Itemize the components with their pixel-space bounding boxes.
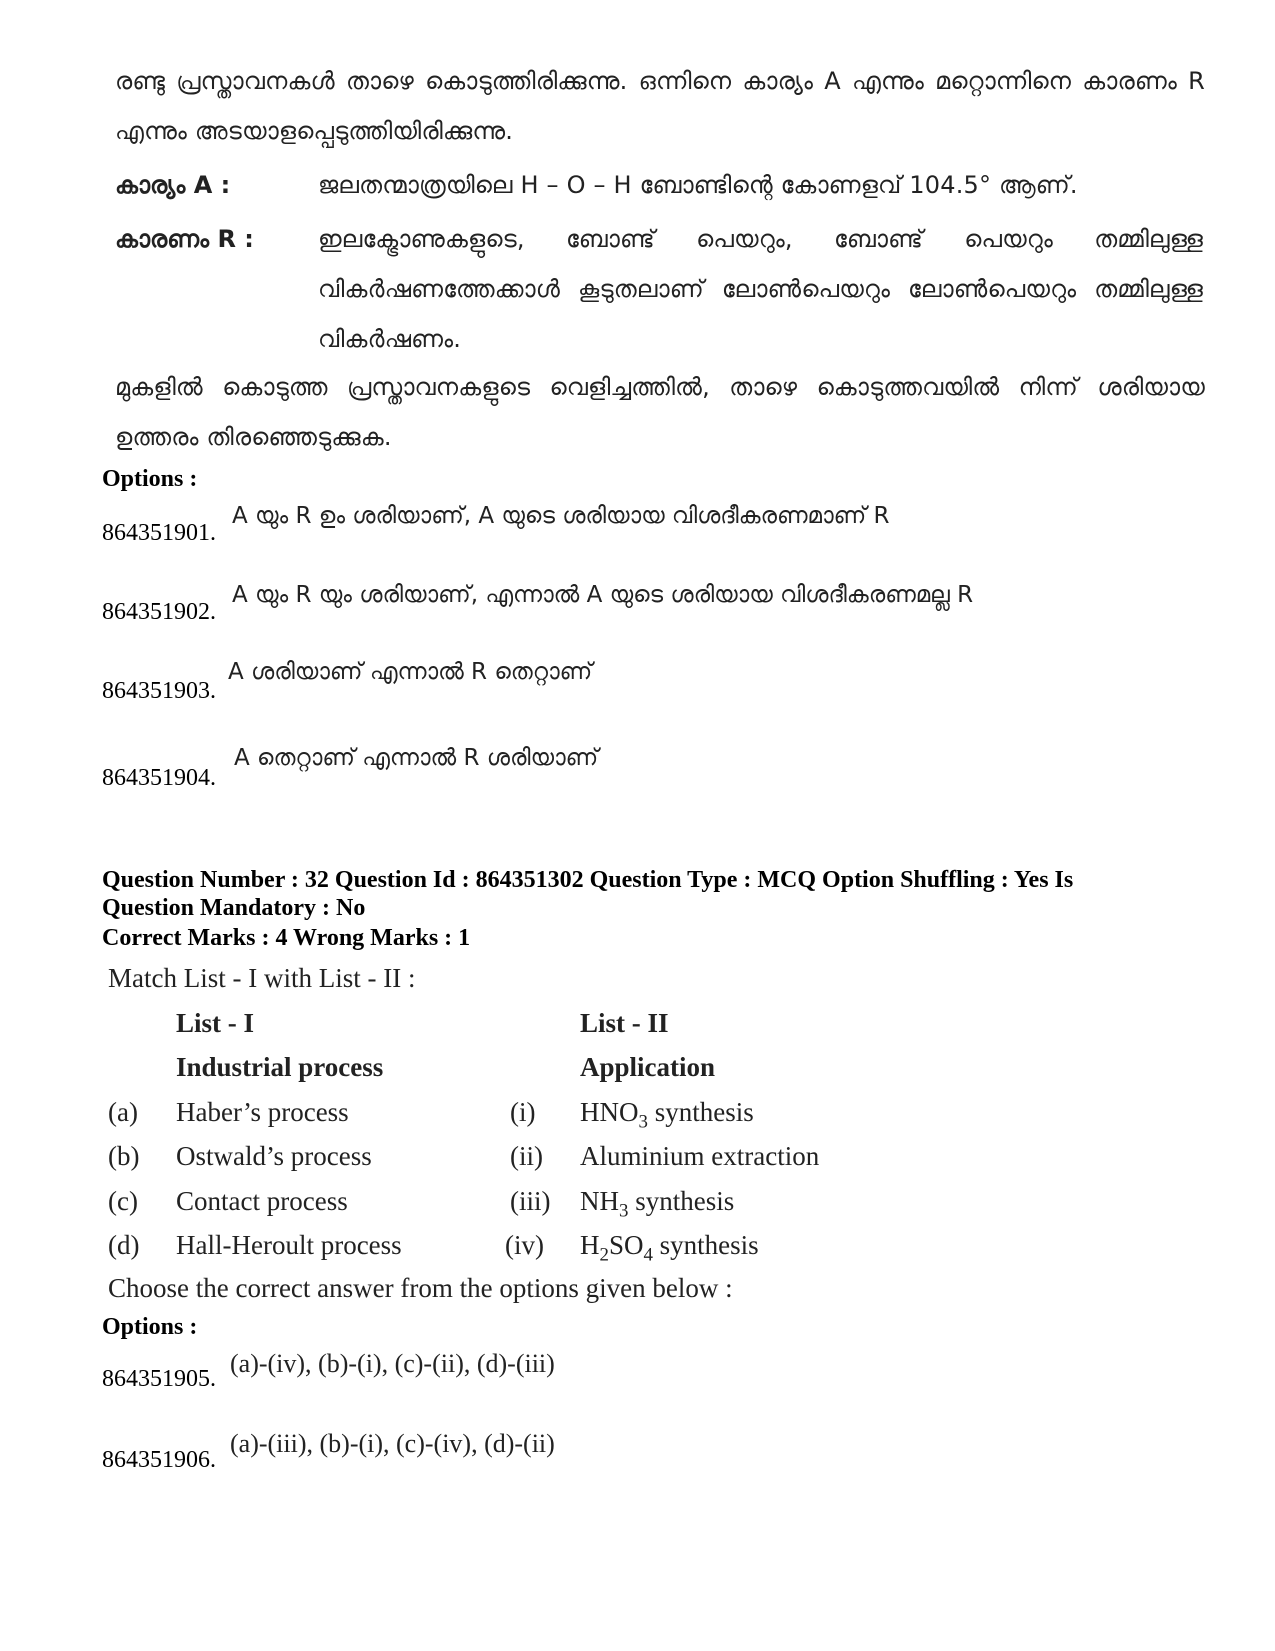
- reason-text: ഇലക്ട്രോണുകളുടെ, ബോണ്ട് പെയറും, ബോണ്ട് പെയറും തമ്മിലുള്ള വികർഷണത്തേക്കാൾ കൂടുതലാണ് ലോൺപെയറും ലോൺപെയറും തമ്മിലുള്ള വികർഷണം.: [318, 225, 1203, 353]
- list2-item: [580, 1186, 734, 1223]
- option-text: A ശരിയാണ് എന്നാൽ R തെറ്റാണ്: [228, 659, 593, 685]
- option-id: 864351904.: [102, 765, 216, 791]
- list2-subtitle: Application: [580, 1052, 716, 1082]
- list2-item: [580, 1097, 754, 1134]
- list1-item: Haber’s process: [176, 1097, 349, 1127]
- list2-numeral: (i): [510, 1097, 536, 1127]
- option-id: 864351906.: [102, 1447, 216, 1473]
- option-id: 864351905.: [102, 1366, 216, 1392]
- option-text: A തെറ്റാണ് എന്നാൽ R ശരിയാണ്: [234, 745, 599, 771]
- list1-letter: (d): [108, 1230, 140, 1260]
- list2-numeral: (ii): [510, 1141, 543, 1171]
- assertion-text: ജലതന്മാത്രയിലെ H – O – H ബോണ്ടിന്റെ കോണളവ് 104.5° ആണ്.: [318, 171, 1078, 199]
- list1-item: Hall-Heroult process: [176, 1230, 402, 1260]
- option-id: 864351901.: [102, 520, 216, 546]
- question-header-line2: Question Mandatory : No: [102, 895, 366, 921]
- formula-part: NH: [580, 1186, 619, 1216]
- options-heading: Options :: [102, 466, 198, 492]
- option-id: 864351902.: [102, 599, 216, 625]
- list2-numeral: (iv): [505, 1230, 544, 1260]
- formula-part: SO: [608, 1230, 644, 1260]
- formula-part: HNO: [580, 1097, 639, 1127]
- option-id: 864351903.: [102, 678, 216, 704]
- list1-title: List - I: [176, 1008, 255, 1038]
- option-text: A യും R യും ശരിയാണ്, എന്നാൽ A യുടെ ശരിയായ വിശദീകരണമല്ല R: [232, 582, 974, 608]
- list2-numeral: (iii): [510, 1186, 551, 1216]
- question-instruction: മുകളിൽ കൊടുത്ത പ്രസ്താവനകളുടെ വെളിച്ചത്തിൽ, താഴെ കൊടുത്തവയിൽ നിന്ന് ശരിയായ ഉത്തരം തിരഞ്ഞെടുക്കുക.: [115, 373, 1205, 451]
- list1-subtitle: Industrial process: [176, 1052, 384, 1082]
- list1-letter: (b): [108, 1141, 140, 1171]
- list2-item: Aluminium extraction: [580, 1141, 820, 1171]
- formula-subscript: 3: [619, 1200, 629, 1222]
- choose-instruction: Choose the correct answer from the options given below :: [108, 1273, 733, 1303]
- formula-suffix: synthesis: [628, 1186, 735, 1216]
- list1-letter: (c): [108, 1186, 138, 1216]
- list2-item: [580, 1230, 759, 1267]
- question-header: [102, 866, 1222, 922]
- list2-title: List - II: [580, 1008, 669, 1038]
- formula-suffix: synthesis: [647, 1097, 754, 1127]
- options-heading: Options :: [102, 1314, 198, 1340]
- reason-label: കാരണം R :: [115, 225, 254, 253]
- option-text: (a)-(iv), (b)-(i), (c)-(ii), (d)-(iii): [230, 1349, 555, 1378]
- marks-info: Correct Marks : 4 Wrong Marks : 1: [102, 925, 471, 951]
- question-header-line1: Question Number : 32 Question Id : 864351302 Question Type : MCQ Option Shuffling : Yes Is: [102, 867, 1074, 893]
- option-text: A യും R ഉം ശരിയാണ്, A യുടെ ശരിയായ വിശദീകരണമാണ് R: [232, 503, 890, 529]
- list1-item: Ostwald’s process: [176, 1141, 372, 1171]
- question-intro: രണ്ടു പ്രസ്താവനകൾ താഴെ കൊടുത്തിരിക്കുന്നു. ഒന്നിനെ കാര്യം A എന്നും മറ്റൊന്നിനെ കാരണം R എന്നും അടയാളപ്പെടുത്തിയിരിക്കുന്നു.: [115, 67, 1205, 145]
- list1-letter: (a): [108, 1097, 138, 1127]
- assertion-label: കാര്യം A :: [115, 171, 231, 199]
- formula-subscript: 4: [643, 1244, 653, 1266]
- option-text: (a)-(iii), (b)-(i), (c)-(iv), (d)-(ii): [230, 1429, 555, 1458]
- match-prompt: Match List - I with List - II :: [108, 963, 416, 993]
- list1-item: Contact process: [176, 1186, 348, 1216]
- formula-subscript: 2: [599, 1244, 609, 1266]
- formula-suffix: synthesis: [652, 1230, 759, 1260]
- formula-subscript: 3: [638, 1111, 648, 1133]
- formula-part: H: [580, 1230, 600, 1260]
